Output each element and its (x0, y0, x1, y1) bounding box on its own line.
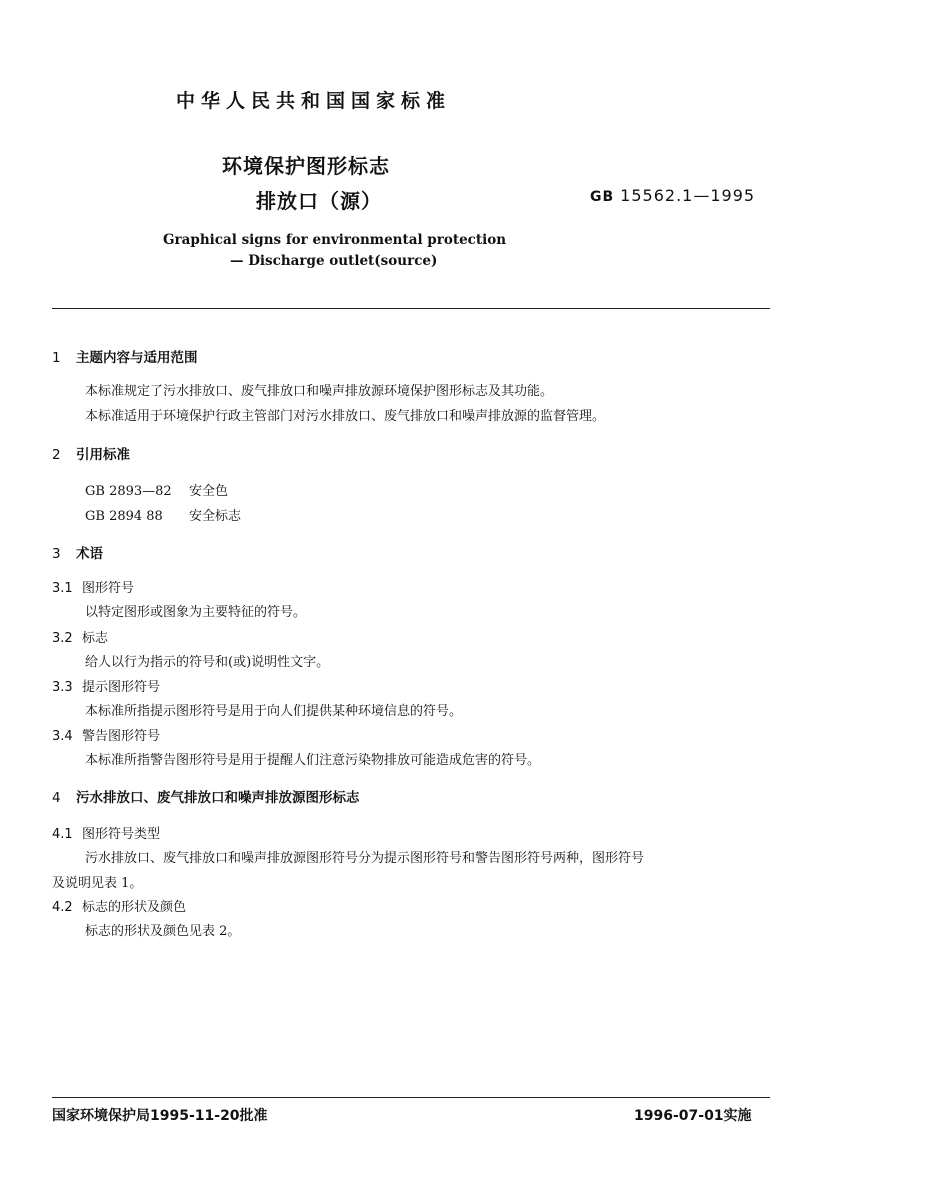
section-4-heading: 4 污水排放口、废气排放口和噪声排放源图形标志 (52, 790, 360, 806)
term-3-2-definition: 给人以行为指示的符号和(或)说明性文字。 (85, 655, 330, 670)
english-title-line1: Graphical signs for environmental protection (163, 232, 507, 248)
term-3-2-heading: 3.2 标志 (52, 631, 109, 646)
standard-number (590, 186, 755, 205)
header-divider (52, 308, 770, 309)
section-1-heading: 1 主题内容与适用范围 (52, 350, 198, 366)
clause-4-2-text: 标志的形状及颜色见表 2。 (85, 924, 241, 939)
effective-date: 1996-07-01实施 (634, 1108, 752, 1124)
standard-title-line2: 排放口（源） (256, 189, 382, 213)
nation-standard-heading: 中华人民共和国国家标准 (176, 90, 452, 112)
term-3-4-heading: 3.4 警告图形符号 (52, 729, 161, 744)
approval-date: 国家环境保护局1995-11-20批准 (52, 1108, 268, 1124)
clause-4-1-text-line2: 及说明见表 1。 (52, 876, 143, 891)
section-1-paragraph-2: 本标准适用于环境保护行政主管部门对污水排放口、废气排放口和噪声排放源的监督管理。 (85, 409, 606, 424)
gb-prefix: GB (590, 189, 615, 205)
reference-item: GB 2893—82 安全色 (85, 484, 229, 499)
section-3-heading: 3 术语 (52, 546, 103, 562)
term-3-1-definition: 以特定图形或图象为主要特征的符号。 (85, 605, 307, 620)
reference-item: GB 2894 88 安全标志 (85, 509, 242, 524)
section-1-paragraph-1: 本标准规定了污水排放口、废气排放口和噪声排放源环境保护图形标志及其功能。 (85, 384, 554, 399)
term-3-3-heading: 3.3 提示图形符号 (52, 680, 161, 695)
english-title-line2: — Discharge outlet(source) (230, 253, 438, 269)
clause-4-1-text-line1: 污水排放口、废气排放口和噪声排放源图形符号分为提示图形符号和警告图形符号两种，图形符号 (85, 851, 645, 866)
term-3-3-definition: 本标准所指提示图形符号是用于向人们提供某种环境信息的符号。 (85, 704, 463, 719)
term-3-1-heading: 3.1 图形符号 (52, 581, 135, 596)
term-3-4-definition: 本标准所指警告图形符号是用于提醒人们注意污染物排放可能造成危害的符号。 (85, 753, 541, 768)
clause-4-2-heading: 4.2 标志的形状及颜色 (52, 900, 187, 915)
gb-number: 15562.1—1995 (620, 186, 756, 205)
standard-title-line1: 环境保护图形标志 (222, 154, 390, 178)
section-2-heading: 2 引用标准 (52, 447, 130, 463)
clause-4-1-heading: 4.1 图形符号类型 (52, 827, 161, 842)
footer-divider (52, 1097, 770, 1098)
